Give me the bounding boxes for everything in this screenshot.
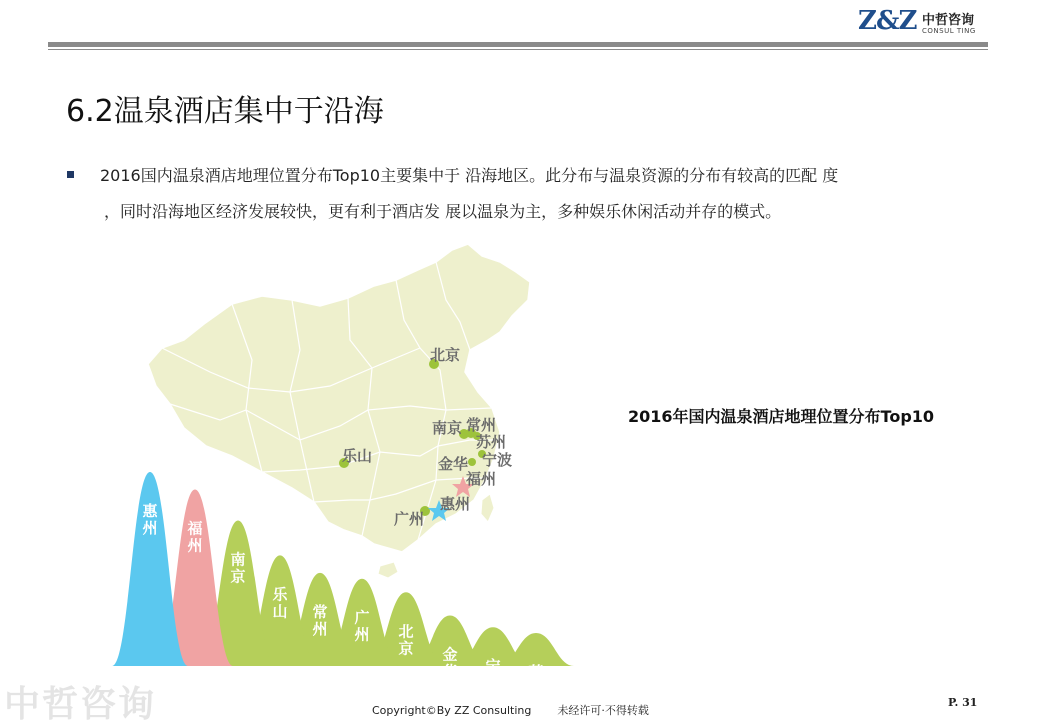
ranking-label-char: 常: [312, 602, 328, 621]
ranking-label-char: 波: [485, 674, 501, 693]
map-label: 乐山: [342, 447, 373, 465]
logo-chinese-name: 中哲咨询: [922, 13, 975, 28]
ranking-label-char: 福: [187, 519, 203, 538]
ranking-label-char: 山: [272, 602, 288, 621]
map-label: 广州: [394, 510, 425, 528]
ranking-label-char: 金: [442, 645, 458, 664]
ranking-label-char: 南: [230, 550, 246, 569]
slide-title: 6.2温泉酒店集中于沿海: [66, 94, 384, 129]
ranking-label-char: 州: [142, 519, 158, 537]
map-label: 北京: [430, 346, 461, 364]
taiwan-island: [481, 494, 494, 522]
ranking-label-char: 苏: [528, 663, 544, 682]
ranking-label-char: 京: [398, 639, 414, 658]
ranking-label-char: 宁: [485, 657, 501, 676]
ranking-label-char: 州: [312, 619, 328, 638]
map-label: 常州: [466, 416, 497, 434]
city-dot-jinhua: [468, 458, 476, 466]
ranking-label-char: 京: [230, 567, 246, 586]
map-label: 苏州: [476, 433, 507, 451]
ranking-label-char: 州: [187, 536, 203, 555]
map-label: 惠州: [440, 495, 471, 513]
ranking-label-char: 华: [442, 662, 458, 681]
map-label: 金华: [438, 455, 469, 473]
ranking-label-char: 乐: [272, 585, 288, 604]
hainan-island: [378, 562, 398, 578]
logo-mark: Z&Z: [858, 6, 917, 36]
footer-copyright: [372, 702, 675, 718]
watermark-text: 中哲咨询: [4, 684, 157, 725]
copyright-notice: 未经许可·不得转载: [557, 704, 649, 717]
map-label: 福州: [466, 470, 497, 488]
ranking-label-char: 州: [354, 625, 370, 644]
paragraph-line-1: 2016国内温泉酒店地理位置分布Top10主要集中于 沿海地区。此分布与温泉资源的分布有较高的匹配 度: [100, 166, 839, 185]
ranking-label-char: 惠: [142, 502, 158, 520]
paragraph-line-2: ，同时沿海地区经济发展较快，更有利于酒店发 展以温泉为主，多种娱乐休闲活动并存的模式。: [104, 202, 782, 221]
ranking-label-char: 北: [398, 622, 414, 641]
ranking-label-char: 州: [528, 680, 544, 699]
copyright-text: Copyright©By ZZ Consulting: [372, 704, 532, 717]
map-label: 南京: [432, 419, 463, 437]
page-number: P. 31: [948, 696, 978, 709]
map-label: 宁波: [482, 451, 513, 469]
ranking-label-char: 广: [354, 608, 370, 627]
china-map-outline: [148, 244, 530, 555]
logo-english-name: CONSUL TING: [922, 27, 976, 35]
map-title: 2016年国内温泉酒店地理位置分布Top10: [628, 407, 935, 426]
